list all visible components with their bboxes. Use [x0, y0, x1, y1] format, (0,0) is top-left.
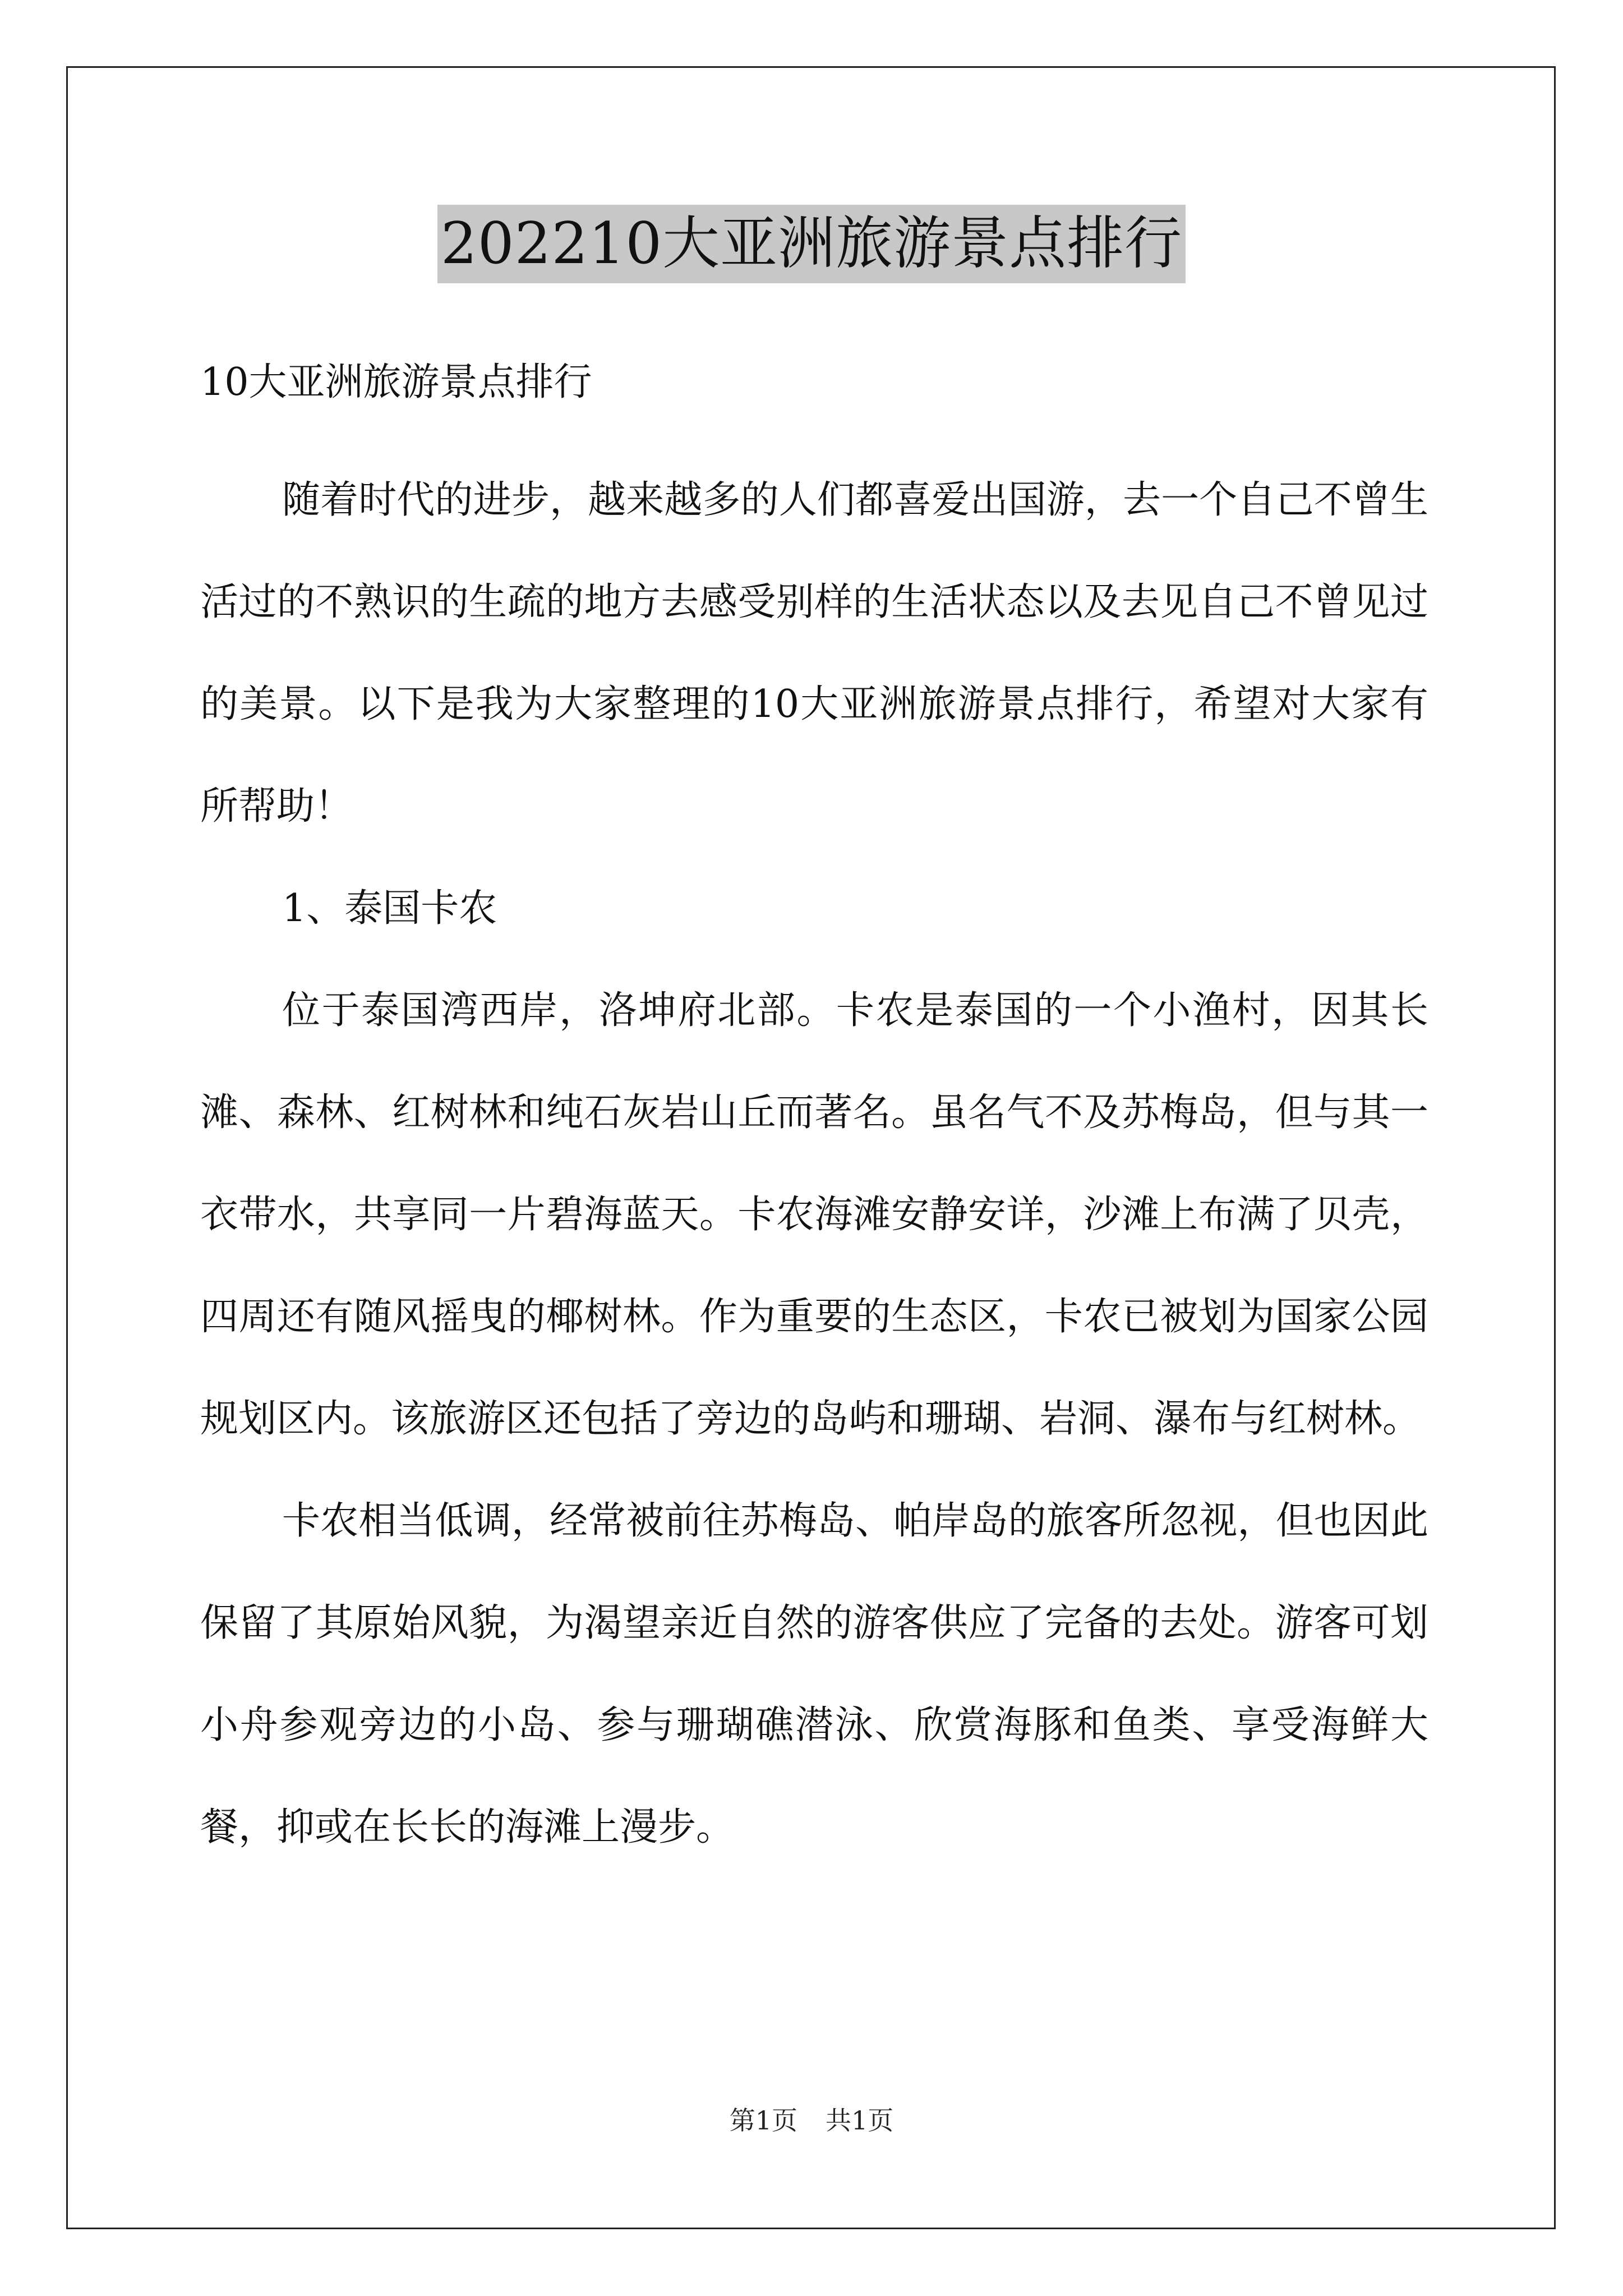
- page-number: 第1页: [729, 2105, 797, 2136]
- page-footer: [0, 2104, 1623, 2137]
- title-area: [0, 205, 1623, 283]
- document-title: 202210大亚洲旅游景点排行: [437, 205, 1186, 283]
- intro-paragraph: 随着时代的进步，越来越多的人们都喜爱出国游，去一个自己不曾生活过的不熟识的生疏的地方去感受别样的生活状态以及去见自己不曾见过的美景。以下是我为大家整理的10大亚洲旅游景点排行，希望对大家有所帮助！: [200, 478, 1428, 829]
- document-subtitle: 10大亚洲旅游景点排行: [200, 360, 592, 404]
- body-paragraph: 卡农相当低调，经常被前往苏梅岛、帕岸岛的旅客所忽视，但也因此保留了其原始风貌，为渴望亲近自然的游客供应了完备的去处。游客可划小舟参观旁边的小岛、参与珊瑚礁潜泳、欣赏海豚和鱼类、享受海鲜大餐，抑或在长长的海滩上漫步。: [200, 1499, 1428, 1849]
- page-total: 共1页: [826, 2105, 894, 2136]
- document-body: [200, 349, 1428, 1879]
- body-paragraph: 位于泰国湾西岸，洛坤府北部。卡农是泰国的一个小渔村，因其长滩、森林、红树林和纯石灰岩山丘而著名。虽名气不及苏梅岛，但与其一衣带水，共享同一片碧海蓝天。卡农海滩安静安详，沙滩上布满了贝壳，四周还有随风摇曳的椰树林。作为重要的生态区，卡农已被划为国家公园规划区内。该旅游区还包括了旁边的岛屿和珊瑚、岩洞、瀑布与红树林。: [200, 988, 1428, 1441]
- section-heading: 1、泰国卡农: [282, 886, 497, 931]
